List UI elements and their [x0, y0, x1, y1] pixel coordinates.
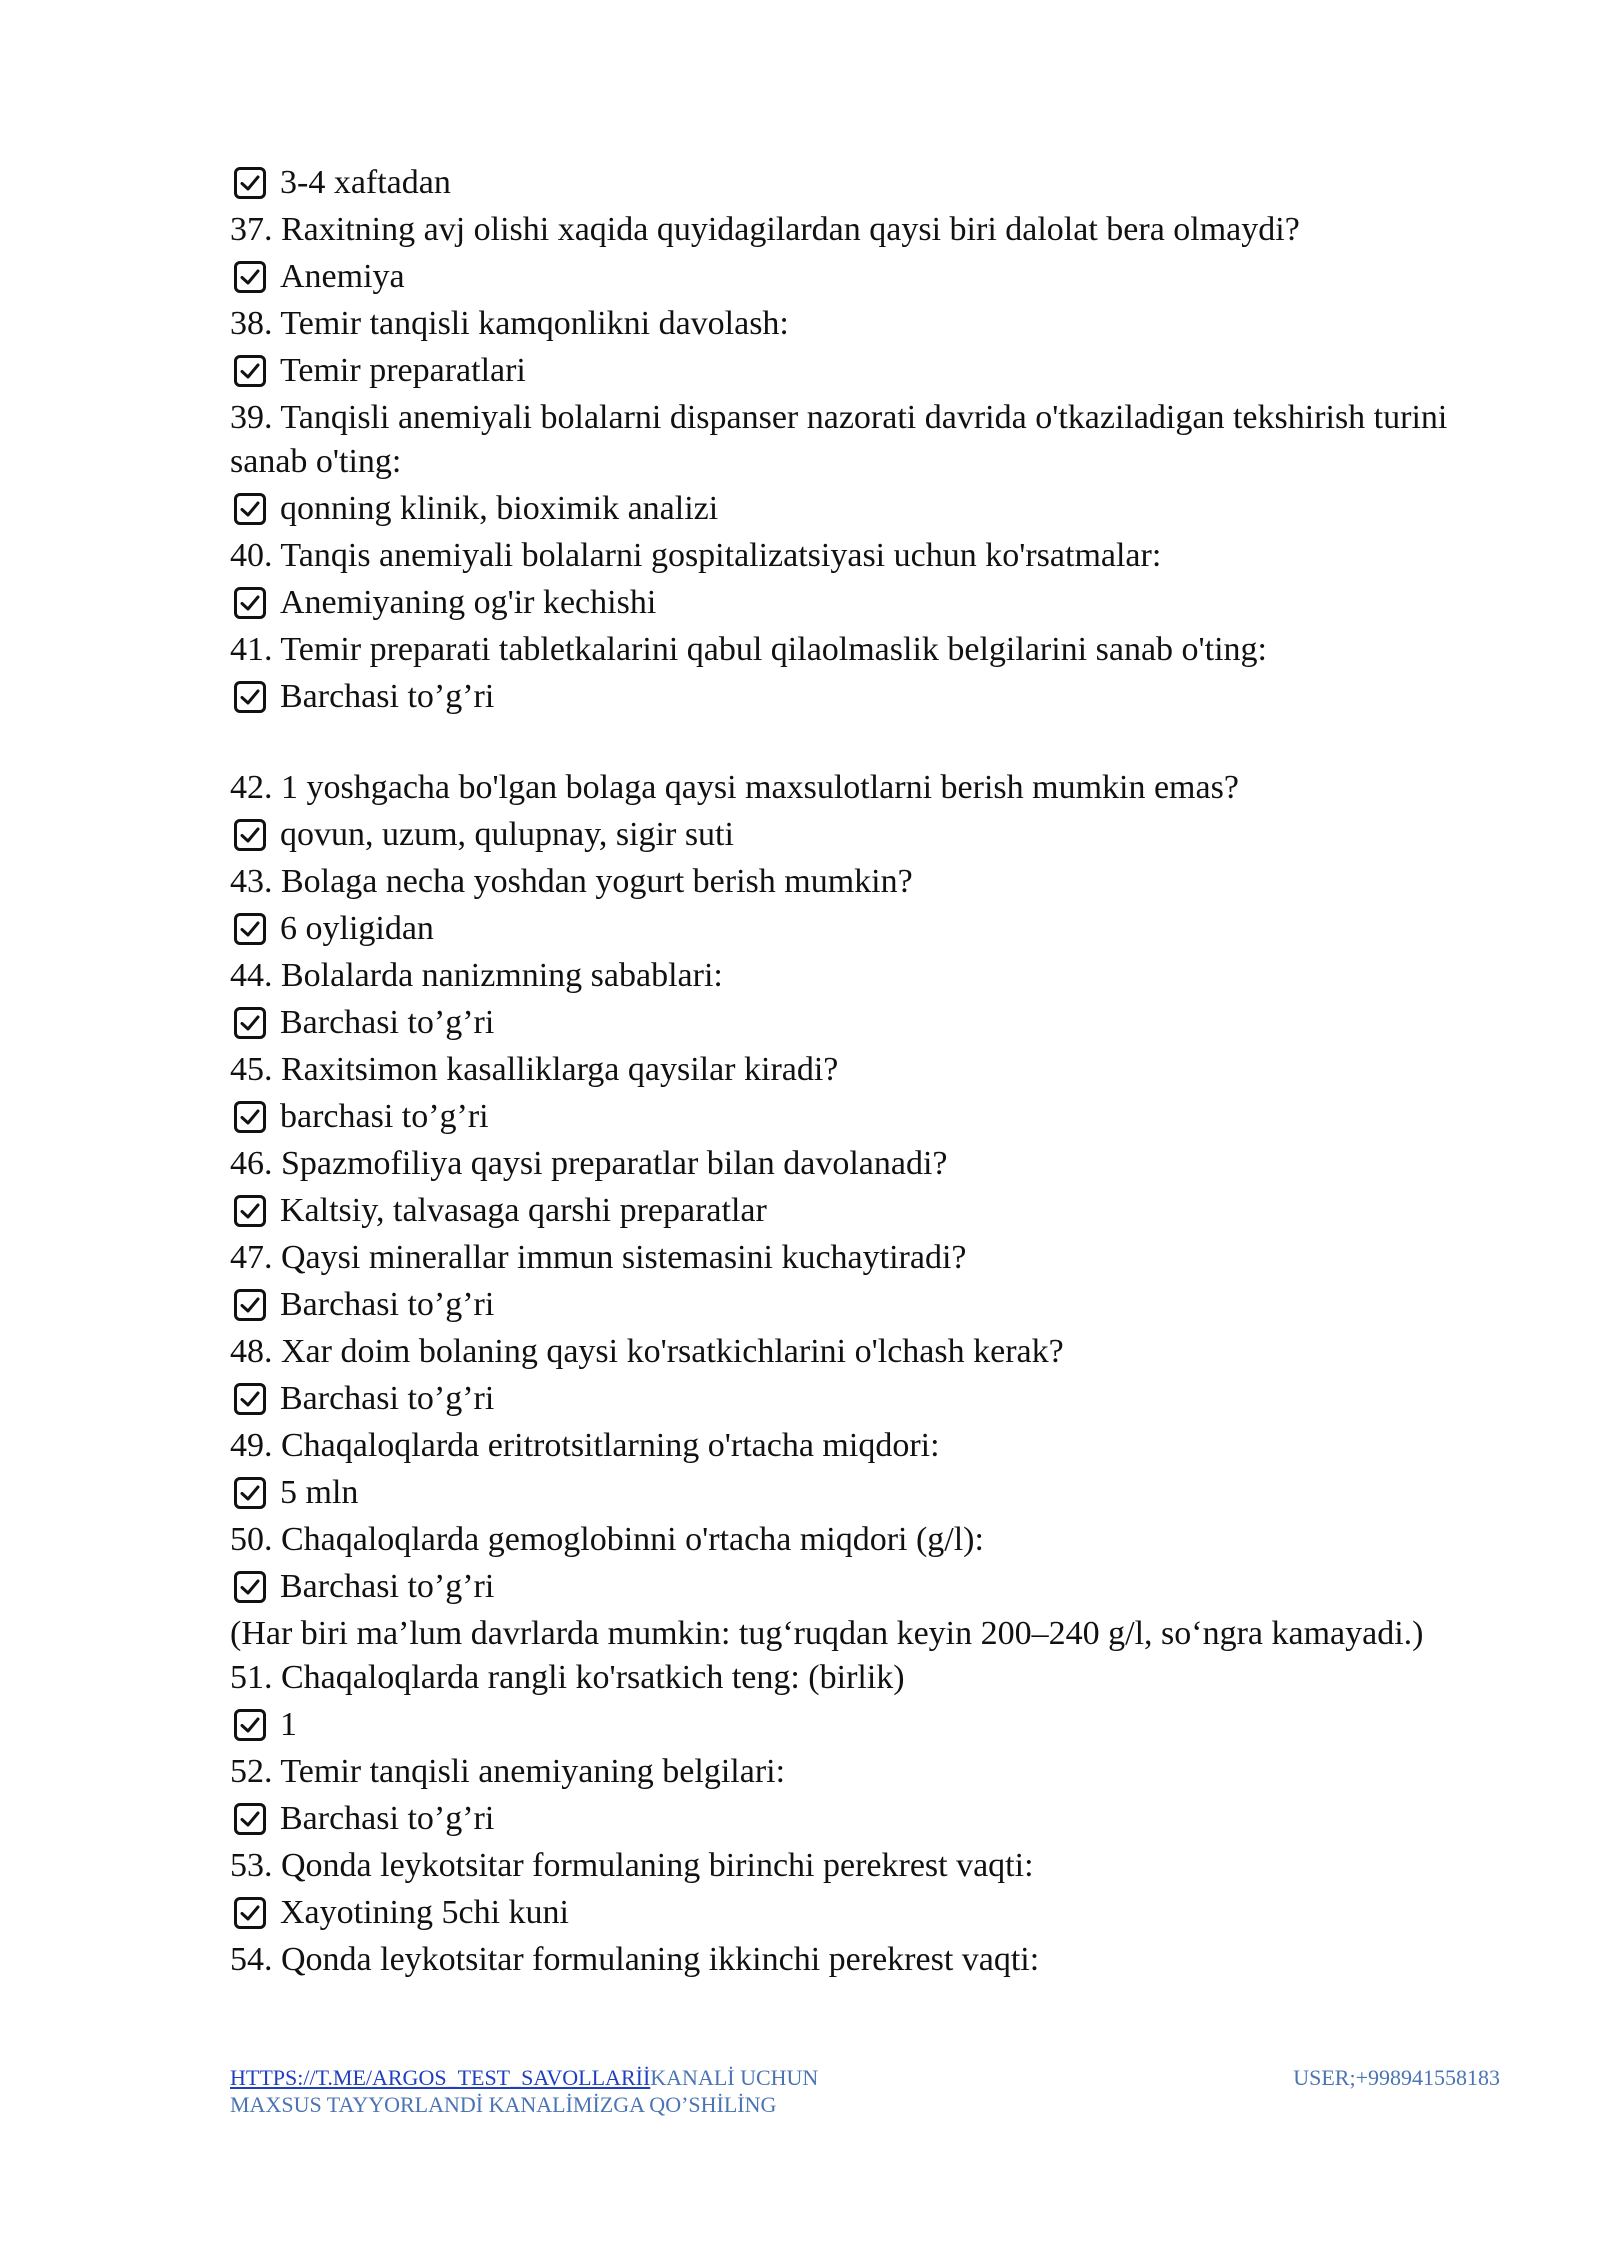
checkbox-checked-icon: [234, 587, 266, 619]
answer-text: Barchasi to’g’ri: [280, 1380, 495, 1417]
answer-item: [230, 252, 1500, 302]
footer-left: [230, 2064, 830, 2118]
answer-item: [230, 346, 1500, 396]
qa-list: [230, 158, 1500, 1982]
answer-text: Anemiya: [280, 258, 405, 295]
answer-item: [230, 810, 1500, 860]
checkbox-checked-icon: [234, 1289, 266, 1321]
checkbox-checked-icon: [234, 261, 266, 293]
answer-item: [230, 158, 1500, 208]
answer-text: Temir preparatlari: [280, 352, 526, 389]
answer-text: Kaltsiy, talvasaga qarshi preparatlar: [280, 1192, 767, 1229]
checkbox-checked-icon: [234, 1897, 266, 1929]
question-text: 39. Tanqisli anemiyali bolalarni dispanser nazorati davrida o'tkaziladigan tekshirish turini sanab o'ting:: [230, 399, 1448, 480]
footer-channel-text: KANALİ UCHUN MAXSUS TAYYORLANDİ KANALİMİZGA QO’SHİLİNG: [230, 2065, 819, 2117]
answer-text: Barchasi to’g’ri: [280, 678, 495, 715]
checkbox-checked-icon: [234, 493, 266, 525]
answer-text: qonning klinik, bioximik analizi: [280, 490, 719, 527]
answer-text: qovun, uzum, qulupnay, sigir suti: [280, 816, 734, 853]
checkbox-checked-icon: [234, 1477, 266, 1509]
question-text: 43. Bolaga necha yoshdan yogurt berish mumkin?: [230, 863, 913, 900]
note-text: (Har biri ma’lum davrlarda mumkin: tug‘ruqdan keyin 200–240 g/l, so‘ngra kamayadi.): [230, 1615, 1424, 1652]
answer-item: [230, 1794, 1500, 1844]
question-text: 49. Chaqaloqlarda eritrotsitlarning o'rtacha miqdori:: [230, 1427, 940, 1464]
checkbox-checked-icon: [234, 1571, 266, 1603]
telegram-link[interactable]: HTTPS://T.ME/ARGOS_TEST_SAVOLLARİİ: [230, 2065, 651, 2090]
answer-text: Xayotining 5chi kuni: [280, 1894, 569, 1931]
answer-text: Barchasi to’g’ri: [280, 1286, 495, 1323]
answer-text: barchasi to’g’ri: [280, 1098, 489, 1135]
question-text: 53. Qonda leykotsitar formulaning birinchi perekrest vaqti:: [230, 1847, 1034, 1884]
answer-item: [230, 1186, 1500, 1236]
checkbox-checked-icon: [234, 1101, 266, 1133]
question-text: 45. Raxitsimon kasalliklarga qaysilar kiradi?: [230, 1051, 839, 1088]
checkbox-checked-icon: [234, 1007, 266, 1039]
checkbox-checked-icon: [234, 681, 266, 713]
answer-item: [230, 1092, 1500, 1142]
footer-user-contact: USER;+998941558183: [1293, 2065, 1500, 2090]
question-text: 41. Temir preparati tabletkalarini qabul qilaolmaslik belgilarini sanab o'ting:: [230, 631, 1267, 668]
checkbox-checked-icon: [234, 1803, 266, 1835]
checkbox-checked-icon: [234, 913, 266, 945]
answer-text: 6 oyligidan: [280, 910, 434, 947]
answer-text: 1: [280, 1706, 297, 1743]
checkbox-checked-icon: [234, 1709, 266, 1741]
answer-item: [230, 998, 1500, 1048]
answer-text: Barchasi to’g’ri: [280, 1004, 495, 1041]
question-text: 46. Spazmofiliya qaysi preparatlar bilan davolanadi?: [230, 1145, 948, 1182]
answer-text: 3-4 xaftadan: [280, 164, 451, 201]
answer-item: [230, 1700, 1500, 1750]
question-text: 44. Bolalarda nanizmning sabablari:: [230, 957, 723, 994]
answer-item: [230, 1888, 1500, 1938]
checkbox-checked-icon: [234, 1383, 266, 1415]
question-text: 51. Chaqaloqlarda rangli ko'rsatkich teng: (birlik): [230, 1659, 905, 1696]
checkbox-checked-icon: [234, 167, 266, 199]
answer-item: [230, 578, 1500, 628]
answer-text: Barchasi to’g’ri: [280, 1568, 495, 1605]
question-text: 37. Raxitning avj olishi xaqida quyidagilardan qaysi biri dalolat bera olmaydi?: [230, 211, 1300, 248]
checkbox-checked-icon: [234, 355, 266, 387]
answer-item: [230, 672, 1500, 722]
question-text: 47. Qaysi minerallar immun sistemasini kuchaytiradi?: [230, 1239, 967, 1276]
checkbox-checked-icon: [234, 1195, 266, 1227]
question-text: 54. Qonda leykotsitar formulaning ikkinchi perekrest vaqti:: [230, 1941, 1040, 1978]
question-text: 50. Chaqaloqlarda gemoglobinni o'rtacha miqdori (g/l):: [230, 1521, 984, 1558]
question-text: 38. Temir tanqisli kamqonlikni davolash:: [230, 305, 789, 342]
answer-text: 5 mln: [280, 1474, 359, 1511]
question-text: 52. Temir tanqisli anemiyaning belgilari:: [230, 1753, 786, 1790]
answer-item: [230, 1562, 1500, 1612]
answer-item: [230, 1374, 1500, 1424]
answer-text: Barchasi to’g’ri: [280, 1800, 495, 1837]
answer-text: Anemiyaning og'ir kechishi: [280, 584, 657, 621]
answer-item: [230, 904, 1500, 954]
answer-item: [230, 1468, 1500, 1518]
question-text: 40. Tanqis anemiyali bolalarni gospitalizatsiyasi uchun ko'rsatmalar:: [230, 537, 1162, 574]
answer-item: [230, 484, 1500, 534]
question-text: 42. 1 yoshgacha bo'lgan bolaga qaysi maxsulotlarni berish mumkin emas?: [230, 769, 1239, 806]
checkbox-checked-icon: [234, 819, 266, 851]
question-text: 48. Xar doim bolaning qaysi ko'rsatkichlarini o'lchash kerak?: [230, 1333, 1064, 1370]
answer-item: [230, 1280, 1500, 1330]
